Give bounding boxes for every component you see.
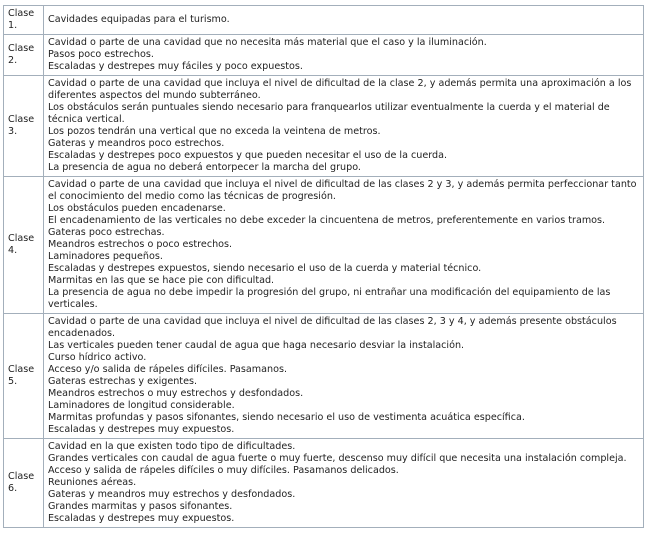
- description-line: Los obstáculos pueden encadenarse.: [48, 203, 226, 214]
- description-line: Escaladas y destrepes muy expuestos.: [48, 424, 235, 435]
- class-label: Clase 6.: [4, 439, 44, 528]
- description-line: Curso hídrico activo.: [48, 352, 147, 363]
- class-label: Clase 1.: [4, 6, 44, 35]
- class-description: [44, 314, 644, 439]
- description-line: Marmitas en las que se hace pie con dificultad.: [48, 275, 275, 286]
- description-line: Grandes verticales con caudal de agua fuerte o muy fuerte, descenso muy difícil que necesita una instalación compleja.: [48, 453, 627, 464]
- description-line: Acceso y/o salida de rápeles difíciles. Pasamanos.: [48, 364, 288, 375]
- description-line: Las verticales pueden tener caudal de agua que haga necesario desviar la instalación.: [48, 340, 465, 351]
- description-line: La presencia de agua no deberá entorpecer la marcha del grupo.: [48, 162, 361, 173]
- description-line: Cavidad o parte de una cavidad que no necesita más material que el caso y la iluminación.: [48, 37, 487, 48]
- table-body: [4, 6, 644, 528]
- description-line: Reuniones aéreas.: [48, 477, 137, 488]
- class-description: [44, 439, 644, 528]
- description-line: Gateras poco estrechas.: [48, 227, 165, 238]
- description-line: Los pozos tendrán una vertical que no exceda la veintena de metros.: [48, 126, 381, 137]
- description-line: Grandes marmitas y pasos sifonantes.: [48, 501, 233, 512]
- class-label: Clase 2.: [4, 35, 44, 76]
- table-row: [4, 35, 644, 76]
- description-line: Cavidad o parte de una cavidad que incluya el nivel de dificultad de las clases 2 y 3, y además permita perfeccionar tanto el conocimiento del medio como las técnicas de progresión.: [48, 179, 637, 202]
- description-line: Marmitas profundas y pasos sifonantes, siendo necesario el uso de vestimenta acuática específica.: [48, 412, 525, 423]
- description-line: Meandros estrechos o muy estrechos y desfondados.: [48, 388, 304, 399]
- class-description: [44, 35, 644, 76]
- description-line: Acceso y salida de rápeles difíciles o muy difíciles. Pasamanos delicados.: [48, 465, 399, 476]
- description-line: Cavidad o parte de una cavidad que incluya el nivel de dificultad de las clases 2, 3 y 4, y además presente obstáculos encadenados.: [48, 316, 617, 339]
- description-line: Gateras y meandros poco estrechos.: [48, 138, 225, 149]
- class-description: [44, 76, 644, 177]
- description-line: Meandros estrechos o poco estrechos.: [48, 239, 233, 250]
- description-line: Escaladas y destrepes muy expuestos.: [48, 513, 235, 524]
- description-line: Laminadores de longitud considerable.: [48, 400, 235, 411]
- class-label: Clase 5.: [4, 314, 44, 439]
- class-label: Clase 4.: [4, 177, 44, 314]
- table-row: [4, 76, 644, 177]
- description-line: Cavidad en la que existen todo tipo de dificultades.: [48, 441, 296, 452]
- table-row: [4, 439, 644, 528]
- description-line: Pasos poco estrechos.: [48, 49, 154, 60]
- description-line: Laminadores pequeños.: [48, 251, 163, 262]
- class-description: [44, 177, 644, 314]
- description-line: El encadenamiento de las verticales no debe exceder la cincuentena de metros, preferentemente en varios tramos.: [48, 215, 606, 226]
- description-line: Escaladas y destrepes poco expuestos y que pueden necesitar el uso de la cuerda.: [48, 150, 448, 161]
- table-row: [4, 177, 644, 314]
- description-line: Cavidad o parte de una cavidad que incluya el nivel de dificultad de la clase 2, y además permita una aproximación a los diferentes aspectos del mundo subterráneo.: [48, 78, 632, 101]
- description-line: Gateras y meandros muy estrechos y desfondados.: [48, 489, 296, 500]
- description-line: Gateras estrechas y exigentes.: [48, 376, 198, 387]
- table-row: [4, 314, 644, 439]
- description-line: La presencia de agua no debe impedir la progresión del grupo, ni entrañar una modificación del equipamiento de las verticales.: [48, 287, 611, 310]
- class-label: Clase 3.: [4, 76, 44, 177]
- description-line: Cavidades equipadas para el turismo.: [48, 14, 230, 25]
- description-line: Escaladas y destrepes expuestos, siendo necesario el uso de la cuerda y material técnico.: [48, 263, 482, 274]
- cave-classification-table: [3, 5, 644, 528]
- description-line: Los obstáculos serán puntuales siendo necesario para franquearlos utilizar eventualmente la cuerda y el material de técnica vertical.: [48, 102, 610, 125]
- description-line: Escaladas y destrepes muy fáciles y poco expuestos.: [48, 61, 303, 72]
- table-row: [4, 6, 644, 35]
- class-description: [44, 6, 644, 35]
